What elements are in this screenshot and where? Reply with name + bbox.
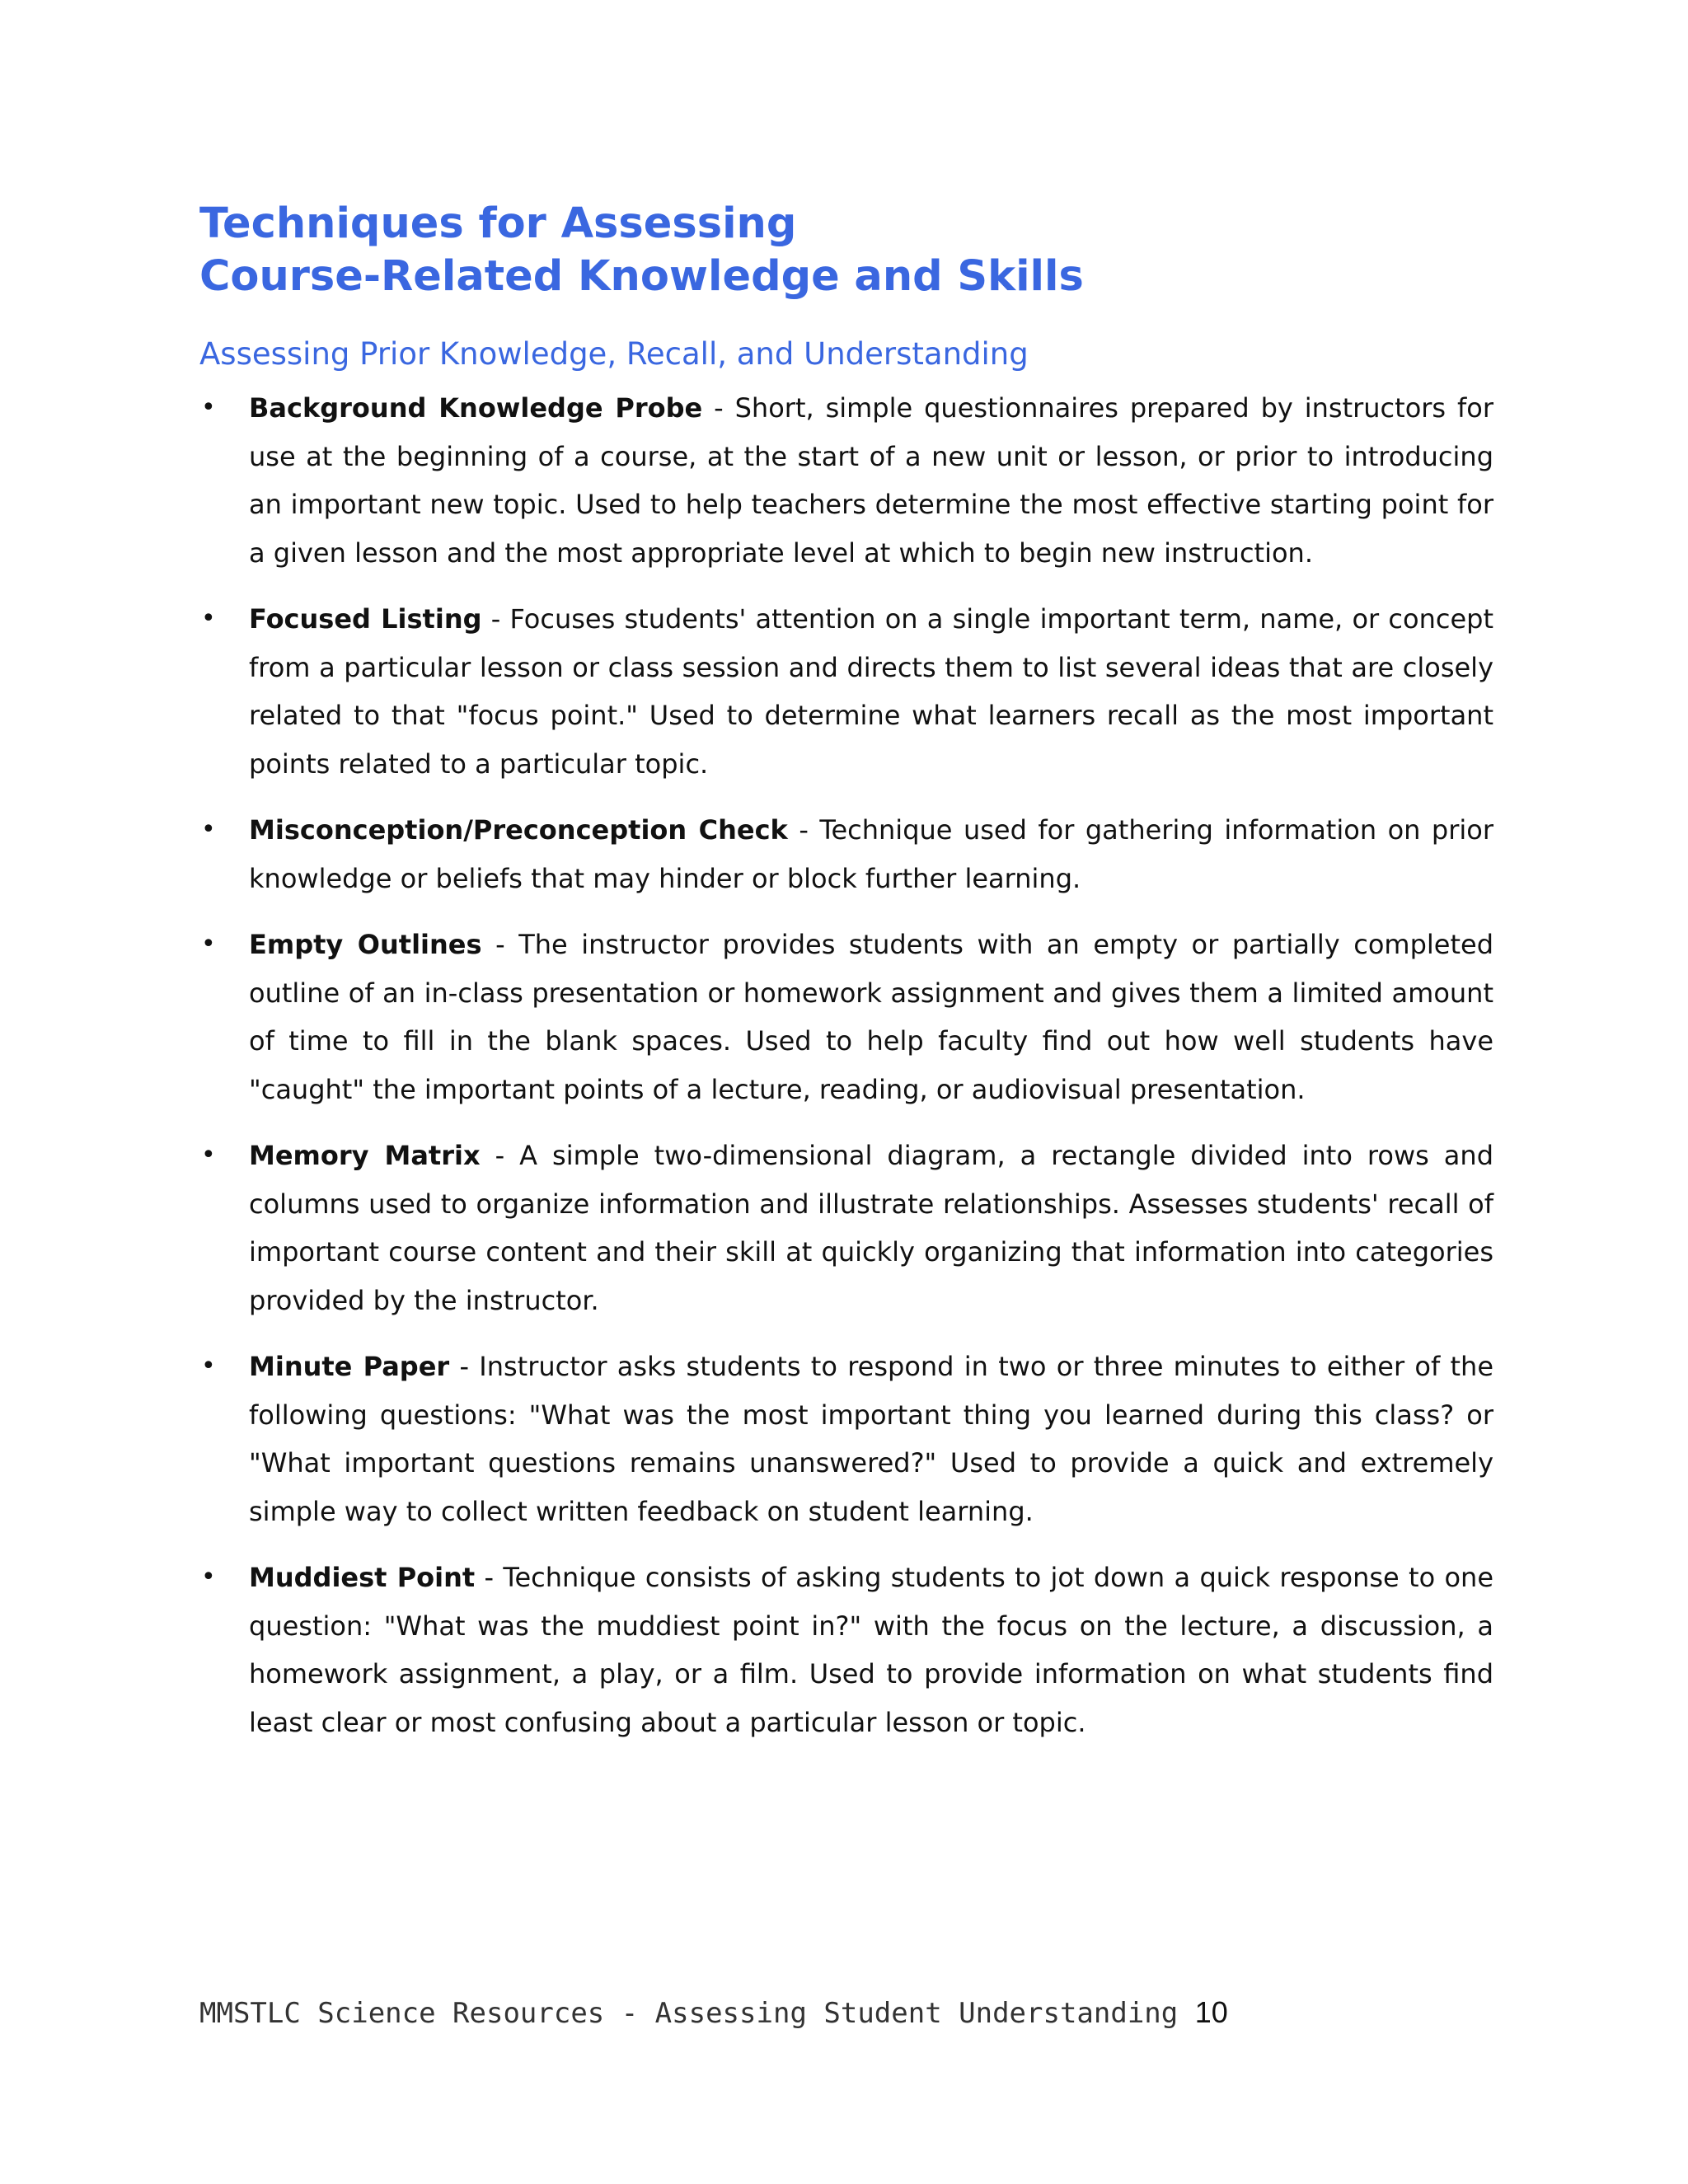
technique-term: Muddiest Point	[249, 1562, 476, 1593]
technique-description: - Focuses students' attention on a single important term, name, or concept from a particular lesson or class session and directs them to list several ideas that are closely related to that "focus point." Used to determine what learners recall as the most important points related to a particular topic.	[249, 603, 1494, 780]
technique-list	[199, 384, 1493, 1765]
bullet-icon: •	[201, 393, 216, 422]
technique-term: Focused Listing	[249, 603, 482, 635]
technique-description: - Technique consists of asking students to jot down a quick response to one question: "What was the muddiest point in?" with the focus on the lecture, a discussion, a homework assignment, a play, or a film. Used to provide information on what students find least clear or most confusing about a particular lesson or topic.	[249, 1562, 1494, 1738]
technique-term: Empty Outlines	[249, 929, 482, 960]
list-item	[199, 806, 1493, 902]
technique-description: - The instructor provides students with an empty or partially completed outline of an in-class presentation or homework assignment and gives them a limited amount of time to fill in the blank spaces. Used to help faculty find out how well students have "caught" the important points of a lecture, reading, or audiovisual presentation.	[249, 929, 1494, 1105]
bullet-icon: •	[201, 815, 216, 844]
list-item	[199, 595, 1493, 788]
technique-description: - Instructor asks students to respond in two or three minutes to either of the following questions: "What was the most important thing you learned during this class? or "What important questions remains unanswered?" Used to provide a quick and extremely simple way to collect written feedback on student learning.	[249, 1351, 1493, 1527]
bullet-icon: •	[201, 1352, 216, 1380]
technique-term: Memory Matrix	[249, 1140, 481, 1171]
list-item	[199, 1343, 1493, 1535]
page-number: 10	[1194, 1995, 1228, 2029]
page-footer	[199, 1993, 1228, 2033]
bullet-icon: •	[201, 604, 216, 633]
bullet-icon: •	[201, 1563, 216, 1591]
page-title-line-2: Course-Related Knowledge and Skills	[199, 252, 1084, 301]
page-title	[199, 198, 1518, 303]
page-title-line-1: Techniques for Assessing	[199, 199, 797, 248]
list-item	[199, 1554, 1493, 1746]
technique-term: Background Knowledge Probe	[249, 392, 703, 424]
section-heading: Assessing Prior Knowledge, Recall, and Understanding	[199, 336, 1029, 372]
bullet-icon: •	[201, 1141, 216, 1169]
list-item	[199, 921, 1493, 1113]
bullet-icon: •	[201, 930, 216, 958]
technique-term: Minute Paper	[249, 1351, 450, 1382]
footer-text: MMSTLC Science Resources - Assessing Student Understanding	[199, 1997, 1195, 2030]
list-item	[199, 1132, 1493, 1324]
list-item	[199, 384, 1493, 577]
technique-term: Misconception/Preconception Check	[249, 814, 788, 846]
technique-description: - Short, simple questionnaires prepared by instructors for use at the beginning of a course, at the start of a new unit or lesson, or prior to introducing an important new topic. Used to help teachers determine the most effective starting point for a given lesson and the most appropriate level at which to begin new instruction.	[249, 392, 1494, 569]
technique-description: - A simple two-dimensional diagram, a rectangle divided into rows and columns used to organize information and illustrate relationships. Assesses students' recall of important course content and their skill at quickly organizing that information into categories provided by the instructor.	[249, 1140, 1493, 1316]
technique-description: - Technique used for gathering information on prior knowledge or beliefs that may hinder or block further learning.	[249, 814, 1494, 894]
